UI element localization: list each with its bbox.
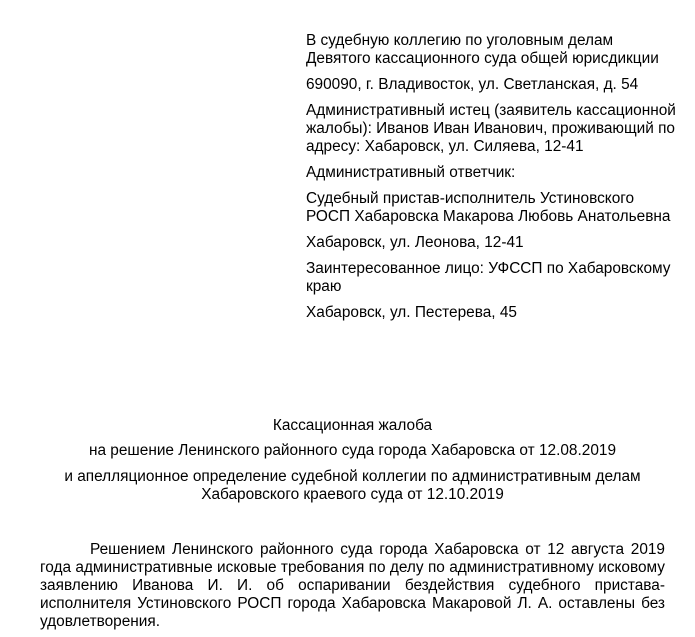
document-subtitle-decision: на решение Ленинского районного суда города Хабаровска от 12.08.2019 (88, 442, 617, 459)
document-title: Кассационная жалоба (272, 417, 433, 434)
document-subtitle-appeal: и апелляционное определение судебной коллегии по административным делам Хабаровского краевого суда от 12.10.2019 (64, 468, 641, 503)
respondent-label: Административный ответчик: (306, 164, 516, 181)
document-title-block (40, 417, 665, 504)
court-address: 690090, г. Владивосток, ул. Светланская, д. 54 (306, 76, 639, 93)
court-name: В судебную коллегию по уголовным делам Девятого кассационного суда общей юрисдикции (306, 32, 659, 67)
interested-party: Заинтересованное лицо: УФССП по Хабаровскому краю (306, 260, 671, 295)
addressee-block (306, 32, 676, 330)
respondent-info: Судебный пристав-исполнитель Устиновского РОСП Хабаровска Макарова Любовь Анатольевна (306, 190, 671, 225)
plaintiff-info: Административный истец (заявитель кассационной жалобы): Иванов Иван Иванович, проживающий по адресу: Хабаровск, ул. Силяева, 12-41 (306, 102, 676, 155)
body-paragraph: Решением Ленинского районного суда города Хабаровска от 12 августа 2019 года административные исковые требования по делу по административному исковому заявлению Иванова И. И. об оспаривании бездействия судебного пристава-исполнителя Устиновского РОСП города Хабаровска Макаровой Л. А. оставлены без удовлетворения. (40, 541, 665, 630)
interested-party-address: Хабаровск, ул. Пестерева, 45 (306, 304, 517, 321)
respondent-address: Хабаровск, ул. Леонова, 12-41 (306, 234, 524, 251)
